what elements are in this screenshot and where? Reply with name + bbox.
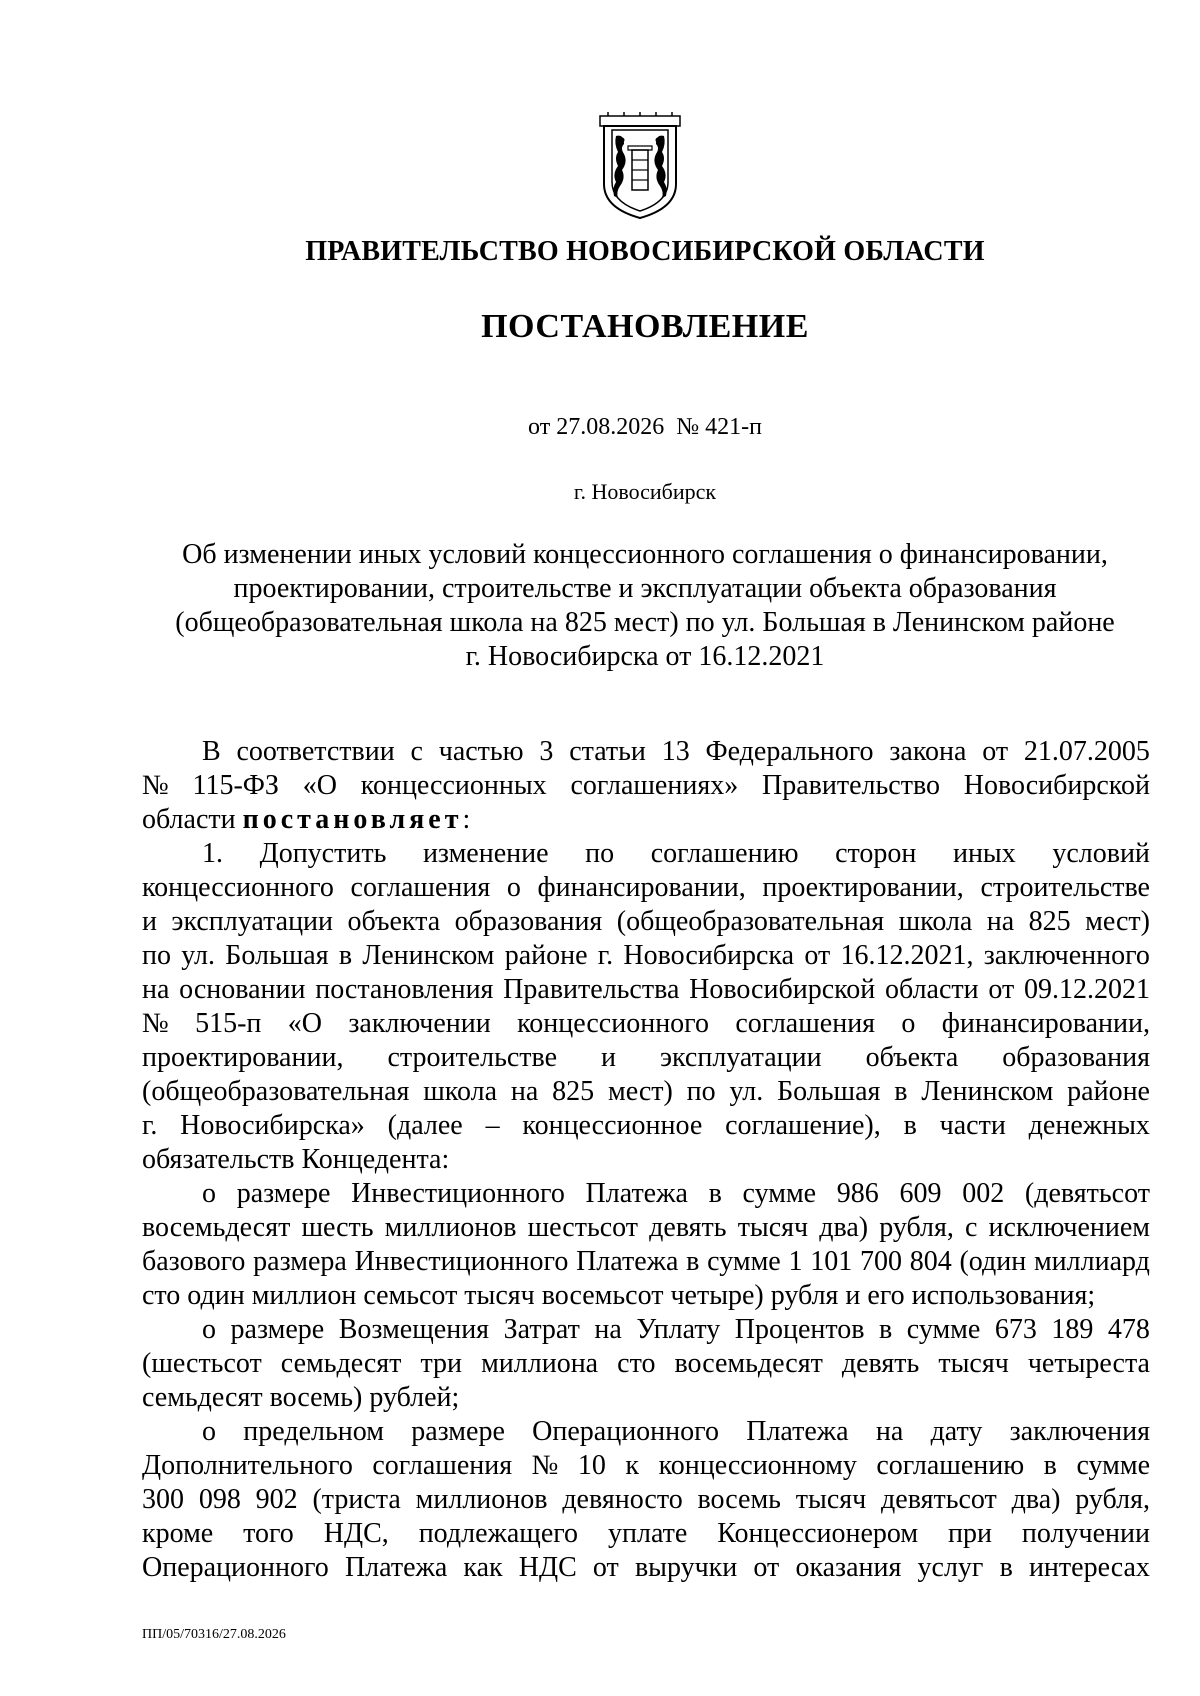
body-word: размера (253, 1246, 347, 1277)
body-word: 902 (255, 1484, 298, 1515)
body-line (142, 1551, 1150, 1585)
body-word: Инвестиционного (354, 1246, 569, 1277)
body-word: базового (142, 1246, 246, 1277)
body-word: Платежа (746, 1416, 849, 1447)
body-word: иных (952, 838, 1016, 869)
body-word: Новосибирской (963, 770, 1150, 801)
body-word: услуг (917, 1552, 984, 1583)
body-line (142, 1483, 1150, 1517)
body-word: миллиона (481, 1348, 599, 1379)
body-word: 13 (661, 736, 690, 767)
body-word: Правительства (503, 974, 680, 1005)
body-word: Ленинском (362, 940, 495, 971)
body-word: образования (454, 906, 603, 937)
body-word: Затрат (503, 1314, 580, 1345)
body-word: № (142, 1008, 169, 1039)
body-word: в (686, 1246, 700, 1277)
body-word: как (463, 1552, 503, 1583)
body-line (142, 939, 1150, 973)
body-word: размере (236, 1178, 331, 1209)
body-word: образования (1002, 1042, 1150, 1073)
body-word: исключением (988, 1212, 1150, 1243)
body-word: постановления (315, 974, 494, 1005)
body-word: с (410, 736, 423, 767)
body-word: в (338, 940, 353, 971)
body-line (142, 1347, 1150, 1381)
body-line (142, 1415, 1150, 1449)
body-word: сумме (906, 1314, 981, 1345)
body-word: восемьдесят (142, 1212, 291, 1243)
body-word: в (999, 1552, 1013, 1583)
government-title: ПРАВИТЕЛЬСТВО НОВОСИБИРСКОЙ ОБЛАСТИ (305, 236, 985, 267)
body-word: школа (898, 906, 973, 937)
body-text: : (462, 804, 471, 835)
body-word: соглашения (735, 1008, 876, 1039)
body-word: по (585, 838, 615, 869)
body-word: три (420, 1348, 463, 1379)
body-word: соглашение), (725, 1110, 881, 1141)
body-line: обязательств Концедента: (142, 1144, 450, 1175)
body-word: строительстве (387, 1042, 557, 1073)
body-word: основании (179, 974, 306, 1005)
body-word: с (964, 1212, 978, 1243)
body-word: шестьсот (527, 1212, 639, 1243)
body-word: 986 (836, 1178, 879, 1209)
body-word: в (903, 1110, 917, 1141)
body-word: миллионов (384, 1212, 517, 1243)
body-word: о (202, 1416, 216, 1447)
body-word: Концессионером (717, 1518, 919, 1549)
body-word: районе (1067, 1076, 1150, 1107)
body-word: тысяч (938, 1348, 1009, 1379)
body-word: соглашения (350, 872, 491, 903)
body-word: НДС, (323, 1518, 389, 1549)
body-text: области (142, 804, 243, 835)
body-word: 825 (552, 1076, 595, 1107)
body-word: от (982, 736, 1009, 767)
body-word: статьи (569, 736, 646, 767)
body-line (142, 735, 1150, 769)
body-line (142, 905, 1150, 939)
body-word: 804 (909, 1246, 952, 1277)
body-word: восемьдесят (674, 1348, 823, 1379)
body-word: объекта (865, 1042, 959, 1073)
body-word: тысяч (737, 1212, 809, 1243)
body-word: «О (302, 770, 337, 801)
body-word: кроме (142, 1518, 214, 1549)
body-word: 700 (859, 1246, 902, 1277)
body-word: 609 (899, 1178, 942, 1209)
body-word: от (753, 1552, 780, 1583)
body-word: сумме (707, 1246, 781, 1277)
body-word: шесть (301, 1212, 374, 1243)
body-word: от (592, 1552, 619, 1583)
body-word: в (894, 1076, 908, 1107)
body-line (142, 1211, 1150, 1245)
body-word: 16.12.2021, (840, 940, 974, 971)
body-line (142, 837, 1150, 871)
body-word: проектировании, (762, 872, 964, 903)
body-word: 673 (994, 1314, 1037, 1345)
body-word: Новосибирска» (180, 1110, 365, 1141)
body-word: Платежа (585, 1178, 688, 1209)
body-word: девять (649, 1212, 727, 1243)
body-word: соответствии (236, 736, 395, 767)
body-word: частью (438, 736, 524, 767)
body-word: Операционного (532, 1416, 719, 1447)
body-word: и (142, 906, 157, 937)
body-word: (триста (312, 1484, 401, 1515)
body-word: 515-п (195, 1008, 262, 1039)
body-word: выручки (634, 1552, 738, 1583)
body-line (142, 803, 1150, 837)
body-word: 115-ФЗ (192, 770, 279, 801)
body-line (142, 1449, 1150, 1483)
body-word: того (243, 1518, 294, 1549)
body-word: Ленинском (921, 1076, 1054, 1107)
body-word: 21.07.2005 (1023, 736, 1150, 767)
body-line (142, 1041, 1150, 1075)
body-word: по (686, 1076, 716, 1107)
body-word: восемь (697, 1484, 781, 1515)
body-word: 825 (1028, 906, 1071, 937)
document-subject (140, 538, 1150, 674)
body-word: два) (819, 1212, 869, 1243)
body-word: о (506, 872, 521, 903)
body-word: о (202, 1314, 216, 1345)
body-word: Новосибирской (689, 974, 876, 1005)
body-word: предельном (243, 1416, 384, 1447)
body-line: сто один миллион семьсот тысяч восемьсот четыре) рубля и его использования; (142, 1280, 1096, 1311)
body-word: Платежа (576, 1246, 679, 1277)
body-word: финансировании, (537, 872, 746, 903)
body-word: (девятьсот (1024, 1178, 1150, 1209)
body-word: по (142, 940, 171, 971)
body-line (142, 871, 1150, 905)
body-word: 478 (1107, 1314, 1150, 1345)
body-word: Дополнительного (142, 1450, 353, 1481)
body-word: 1 (788, 1246, 803, 1277)
body-word: девять (841, 1348, 920, 1379)
body-line (142, 769, 1150, 803)
body-word: два) (1011, 1484, 1061, 1515)
body-word: строительстве (980, 872, 1150, 903)
body-word: изменение (422, 838, 549, 869)
body-line (142, 1313, 1150, 1347)
body-word: районе (504, 940, 588, 971)
body-word: эксплуатации (659, 1042, 822, 1073)
body-word: на (875, 1416, 904, 1447)
body-word: денежных (1028, 1110, 1150, 1141)
body-word: сумме (1076, 1450, 1150, 1481)
body-word: (один (959, 1246, 1027, 1277)
body-word: 3 (539, 736, 554, 767)
body-word: г. (597, 940, 614, 971)
body-word: концессионного (142, 872, 334, 903)
body-word: девяносто (562, 1484, 683, 1515)
body-word: интересах (1028, 1552, 1150, 1583)
body-word: заключении (348, 1008, 491, 1039)
body-line (142, 973, 1150, 1007)
body-word: области (885, 974, 979, 1005)
body-word: размере (411, 1416, 505, 1447)
body-word: 098 (198, 1484, 241, 1515)
body-word: 002 (962, 1178, 1005, 1209)
body-word: четыреста (1027, 1348, 1150, 1379)
body-word: рубля, (879, 1212, 954, 1243)
body-word: объекта (347, 906, 441, 937)
body-word: Уплату (636, 1314, 721, 1345)
body-word: и (601, 1042, 616, 1073)
body-line (142, 1177, 1150, 1211)
resolves-word: постановляет (242, 804, 463, 835)
body-word: (далее (387, 1110, 463, 1141)
body-word: Правительство (762, 770, 940, 801)
body-word: соглашению (650, 838, 799, 869)
body-word: концессионному (658, 1450, 857, 1481)
body-word: о (901, 1008, 916, 1039)
body-word: сумме (742, 1178, 817, 1209)
body-word: семьдесят (280, 1348, 402, 1379)
body-word: соглашению (876, 1450, 1025, 1481)
body-word: на (510, 1076, 539, 1107)
body-word: Процентов (734, 1314, 865, 1345)
body-word: 09.12.2021 (1023, 974, 1150, 1005)
body-word: в (879, 1314, 893, 1345)
body-word: в (708, 1178, 722, 1209)
body-word: от (988, 974, 1015, 1005)
body-word: (общеобразовательная (142, 1076, 410, 1107)
body-word: Платежа (344, 1552, 448, 1583)
body-word: подлежащего (418, 1518, 579, 1549)
body-word: размере (230, 1314, 325, 1345)
body-word: на (594, 1314, 622, 1345)
coat-of-arms-icon (594, 112, 686, 220)
body-word: Возмещения (338, 1314, 490, 1345)
body-word: соглашения (372, 1450, 513, 1481)
body-word: при (948, 1518, 992, 1549)
body-word: закона (889, 736, 967, 767)
body-word: Новосибирска (623, 940, 795, 971)
body-word: НДС (518, 1552, 577, 1583)
body-word: части (939, 1110, 1006, 1141)
body-word: сторон (835, 838, 917, 869)
body-word: концессионного (517, 1008, 709, 1039)
body-word: эксплуатации (171, 906, 334, 937)
body-word: мест) (607, 1076, 673, 1107)
body-line (142, 1075, 1150, 1109)
body-word: – (485, 1110, 500, 1141)
body-word: концессионных (360, 770, 547, 801)
subject-line: Об изменении иных условий концессионного соглашения о финансировании, (182, 539, 1108, 570)
document-city: г. Новосибирск (573, 479, 717, 504)
body-word: В (202, 736, 221, 767)
body-word: Большая (777, 1076, 881, 1107)
body-word: Операционного (142, 1552, 329, 1583)
body-word: уплате (608, 1518, 688, 1549)
body-line (142, 1007, 1150, 1041)
subject-line: г. Новосибирска от 16.12.2021 (465, 641, 825, 672)
body-word: на (986, 906, 1015, 937)
body-line (142, 1245, 1150, 1279)
document-date-number: от 27.08.2026 № 421-п (528, 414, 762, 440)
body-word: дату (930, 1416, 983, 1447)
body-word: Большая (225, 940, 329, 971)
body-word: миллиард (1033, 1246, 1150, 1277)
body-word: соглашениях» (570, 770, 739, 801)
body-word: 1. (202, 838, 223, 869)
body-word: «О (287, 1008, 322, 1039)
body-word: 300 (142, 1484, 184, 1515)
body-word: мест) (1085, 906, 1150, 937)
body-line: семьдесят восемь) рублей; (142, 1382, 460, 1413)
body-word: школа (423, 1076, 498, 1107)
body-word: г. (142, 1110, 158, 1141)
body-word: условий (1052, 838, 1150, 869)
body-word: заключения (1009, 1416, 1150, 1447)
body-word: (шестьсот (142, 1348, 262, 1379)
body-word: получении (1021, 1518, 1150, 1549)
body-word: 10 (577, 1450, 606, 1481)
body-word: миллионов (415, 1484, 548, 1515)
body-word: заключенного (983, 940, 1150, 971)
body-word: рубля, (1075, 1484, 1150, 1515)
body-word: от (804, 940, 831, 971)
body-word: (общеобразовательная (616, 906, 885, 937)
body-line (142, 1109, 1150, 1143)
subject-line: (общеобразовательная школа на 825 мест) по ул. Большая в Ленинском районе (175, 607, 1115, 638)
body-word: оказания (795, 1552, 902, 1583)
body-word: сто (617, 1348, 656, 1379)
body-word: в (1043, 1450, 1057, 1481)
body-word: финансировании, (941, 1008, 1150, 1039)
body-word: Инвестиционного (351, 1178, 565, 1209)
body-word: ул. (729, 1076, 764, 1107)
body-word: проектировании, (142, 1042, 344, 1073)
body-word: ул. (181, 940, 216, 971)
body-word: о (202, 1178, 216, 1209)
body-word: тысяч (795, 1484, 867, 1515)
document-type-heading: ПОСТАНОВЛЕНИЕ (481, 308, 809, 345)
body-word: на (142, 974, 170, 1005)
document-body (142, 735, 1150, 1585)
body-word: № (531, 1450, 559, 1481)
body-word: к (625, 1450, 640, 1481)
body-word: Федерального (705, 736, 874, 767)
body-word: 189 (1051, 1314, 1094, 1345)
body-word: концессионное (522, 1110, 703, 1141)
body-word: № (142, 770, 169, 801)
body-word: 101 (810, 1246, 853, 1277)
body-word: Допустить (259, 838, 387, 869)
subject-line: проектировании, строительстве и эксплуатации объекта образования (233, 573, 1057, 604)
document-code-footer: ПП/05/70316/27.08.2026 (142, 1627, 286, 1642)
body-word: девятьсот (881, 1484, 997, 1515)
body-line (142, 1517, 1150, 1551)
